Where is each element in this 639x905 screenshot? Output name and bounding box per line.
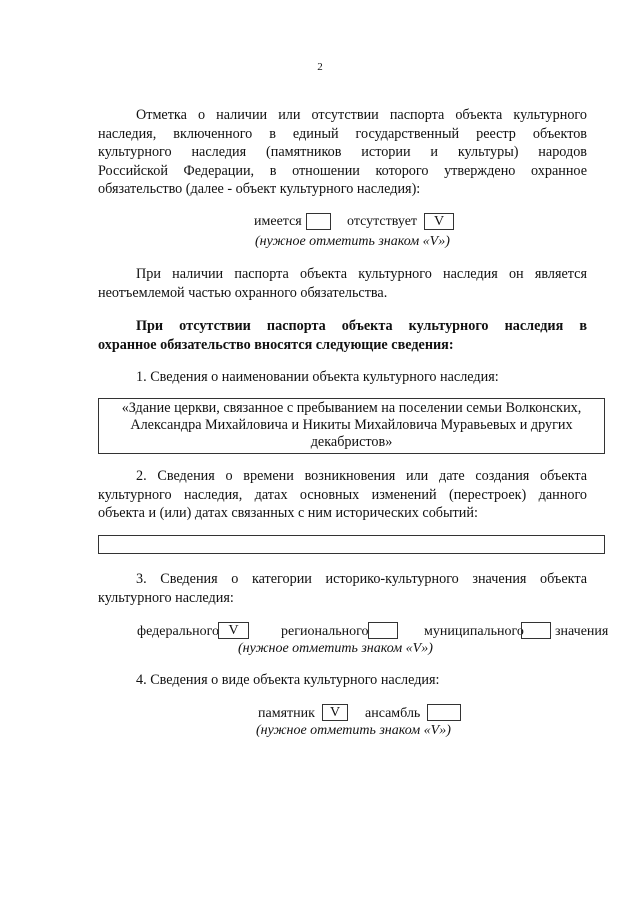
section2-line-1: 2. Сведения о времени возникновения или дате создания объекта: [136, 468, 587, 484]
intro-line-3: культурного наследия (памятников истории и культуры) народов: [98, 144, 587, 161]
section1-heading: [136, 368, 596, 387]
section1-heading-text: 1. Сведения о наименовании объекта культурного наследия:: [136, 369, 499, 385]
section1-value-line-2: Александра Михайловича и Никиты Михайловича Муравьевых и других: [130, 417, 573, 433]
regional-checkbox[interactable]: [368, 622, 398, 639]
presence-line-1: При наличии паспорта объекта культурного наследия он является: [136, 266, 587, 282]
passport-absent-checkbox[interactable]: V: [424, 213, 454, 230]
ensemble-checkbox[interactable]: [427, 704, 461, 721]
intro-line-5: обязательство (далее - объект культурного наследия):: [98, 181, 421, 198]
passport-has-label: имеется: [254, 214, 302, 229]
intro-line-1: Отметка о наличии или отсутствии паспорта объекта культурного: [136, 107, 587, 123]
section3-paragraph: [98, 570, 587, 607]
regional-label: регионального: [281, 624, 369, 639]
absence-line-1: При отсутствии паспорта объекта культурного наследия в: [136, 318, 587, 334]
monument-checkbox[interactable]: V: [322, 704, 348, 721]
municipal-label: муниципального: [424, 624, 524, 639]
passport-hint: (нужное отметить знаком «V»): [255, 234, 450, 249]
intro-paragraph: [98, 106, 587, 199]
municipal-checkbox[interactable]: [521, 622, 551, 639]
section2-value-box: [98, 535, 605, 554]
section1-value-line-1: «Здание церкви, связанное с пребыванием на поселении семьи Волконских,: [121, 400, 582, 416]
page-number: 2: [317, 61, 323, 73]
section3-hint: (нужное отметить знаком «V»): [238, 641, 433, 656]
section3-line-1: 3. Сведения о категории историко-культурного значения объекта: [136, 571, 587, 587]
absence-line-2: охранное обязательство вносятся следующие сведения:: [98, 336, 454, 353]
presence-paragraph: [98, 265, 587, 302]
intro-line-2: наследия, включенного в единый государственный реестр объектов: [98, 125, 587, 142]
section3-line-2: культурного наследия:: [98, 589, 234, 606]
section1-value-line-3: декабристов»: [310, 434, 393, 450]
ensemble-label: ансамбль: [365, 706, 421, 721]
monument-label: памятник: [258, 706, 315, 721]
section1-value: [98, 400, 605, 451]
absence-paragraph: [98, 317, 587, 354]
significance-suffix: значения: [555, 624, 609, 639]
section2-paragraph: [98, 467, 587, 523]
section2-line-2: культурного наследия, датах основных изменений (перестроек) данного: [98, 486, 587, 503]
federal-checkbox[interactable]: V: [218, 622, 249, 639]
passport-has-checkbox[interactable]: [306, 213, 331, 230]
section4-hint: (нужное отметить знаком «V»): [256, 723, 451, 738]
presence-line-2: неотъемлемой частью охранного обязательства.: [98, 284, 388, 301]
section2-line-3: объекта и (или) датах связанных с ним исторических событий:: [98, 505, 478, 522]
federal-label: федерального: [137, 624, 220, 639]
passport-absent-label: отсутствует: [347, 214, 418, 229]
section4-heading: [136, 671, 596, 690]
section4-heading-text: 4. Сведения о виде объекта культурного наследия:: [136, 672, 440, 688]
intro-line-4: Российской Федерации, в отношении которого утверждено охранное: [98, 162, 587, 179]
